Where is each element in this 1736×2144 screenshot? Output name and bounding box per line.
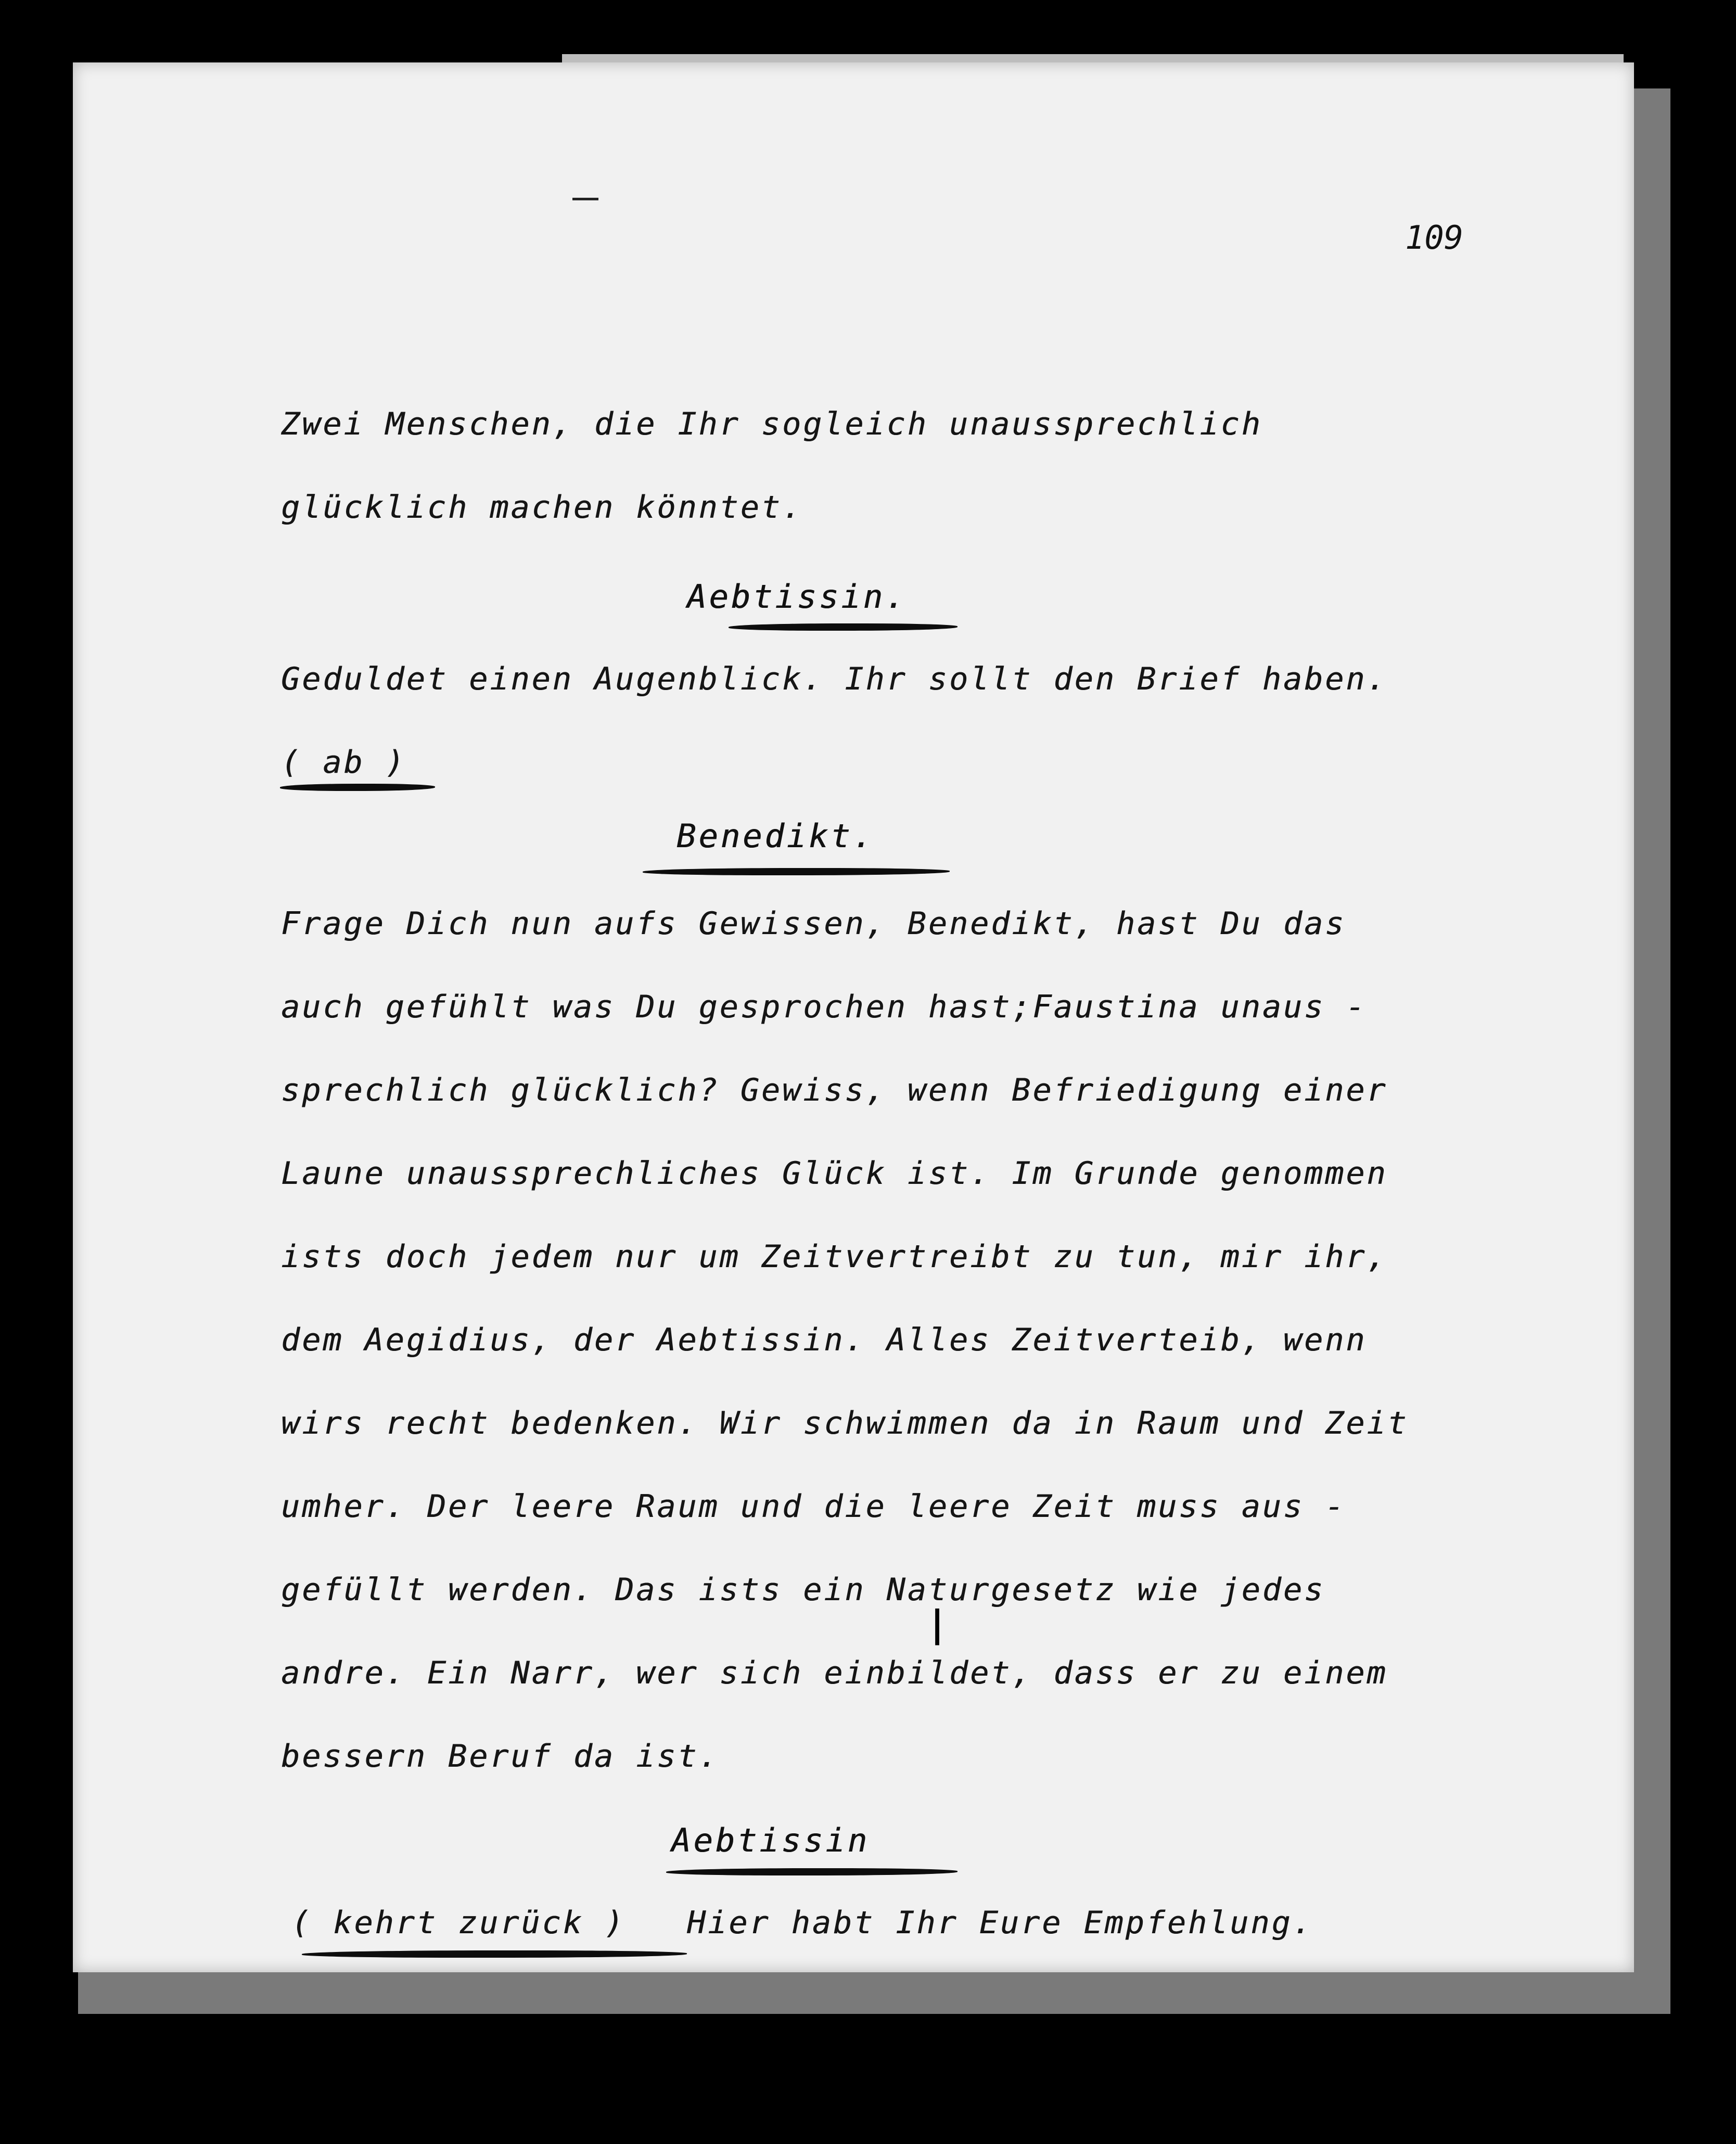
text-line-8: ists doch jedem nur um Zeitvertreibt zu tun, mir ihr,	[281, 1239, 1388, 1275]
text-line-10: wirs recht bedenken. Wir schwimmen da in Raum und Zeit	[281, 1405, 1409, 1441]
stage-direction-kehrt-zurueck: ( kehrt zurück )	[291, 1905, 626, 1941]
text-line-14: bessern Beruf da ist.	[281, 1738, 720, 1775]
speaker-benedikt: Benedikt.	[676, 817, 875, 855]
text-line-2: glücklich machen könntet.	[281, 489, 803, 526]
text-line-15: Hier habt Ihr Eure Empfehlung.	[687, 1905, 1313, 1941]
text-line-7: Laune unaussprechliches Glück ist. Im Grunde genommen	[281, 1155, 1388, 1192]
stage-direction-underline	[280, 784, 435, 791]
text-line-11: umher. Der leere Raum und die leere Zeit muss aus -	[281, 1488, 1346, 1525]
stage-direction-ab: ( ab )	[281, 744, 406, 781]
speaker-underline	[666, 1868, 958, 1875]
page-number: 109	[1405, 219, 1463, 257]
text-line-5: auch gefühlt was Du gesprochen hast;Faustina unaus -	[281, 989, 1367, 1025]
text-line-3: Geduldet einen Augenblick. Ihr sollt den Brief haben.	[281, 661, 1388, 697]
speaker-underline	[729, 623, 958, 631]
text-line-1: Zwei Menschen, die Ihr sogleich unaussprechlich	[281, 406, 1262, 442]
ink-dash-mark	[572, 198, 598, 200]
stage-direction-underline	[302, 1950, 687, 1958]
typewritten-page	[73, 62, 1634, 1972]
text-line-12: gefüllt werden. Das ists ein Naturgesetz wie jedes	[281, 1572, 1325, 1608]
text-line-13: andre. Ein Narr, wer sich einbildet, dass er zu einem	[281, 1655, 1388, 1691]
text-line-4: Frage Dich nun aufs Gewissen, Benedikt, hast Du das	[281, 905, 1346, 942]
speaker-aebtissin-1: Aebtissin.	[687, 578, 908, 616]
speaker-aebtissin-2: Aebtissin	[671, 1821, 870, 1859]
text-line-6: sprechlich glücklich? Gewiss, wenn Befriedigung einer	[281, 1072, 1388, 1108]
text-line-9: dem Aegidius, der Aebtissin. Alles Zeitverteib, wenn	[281, 1322, 1367, 1358]
ink-stroke-mark: |	[926, 1603, 949, 1645]
speaker-underline	[643, 868, 950, 875]
